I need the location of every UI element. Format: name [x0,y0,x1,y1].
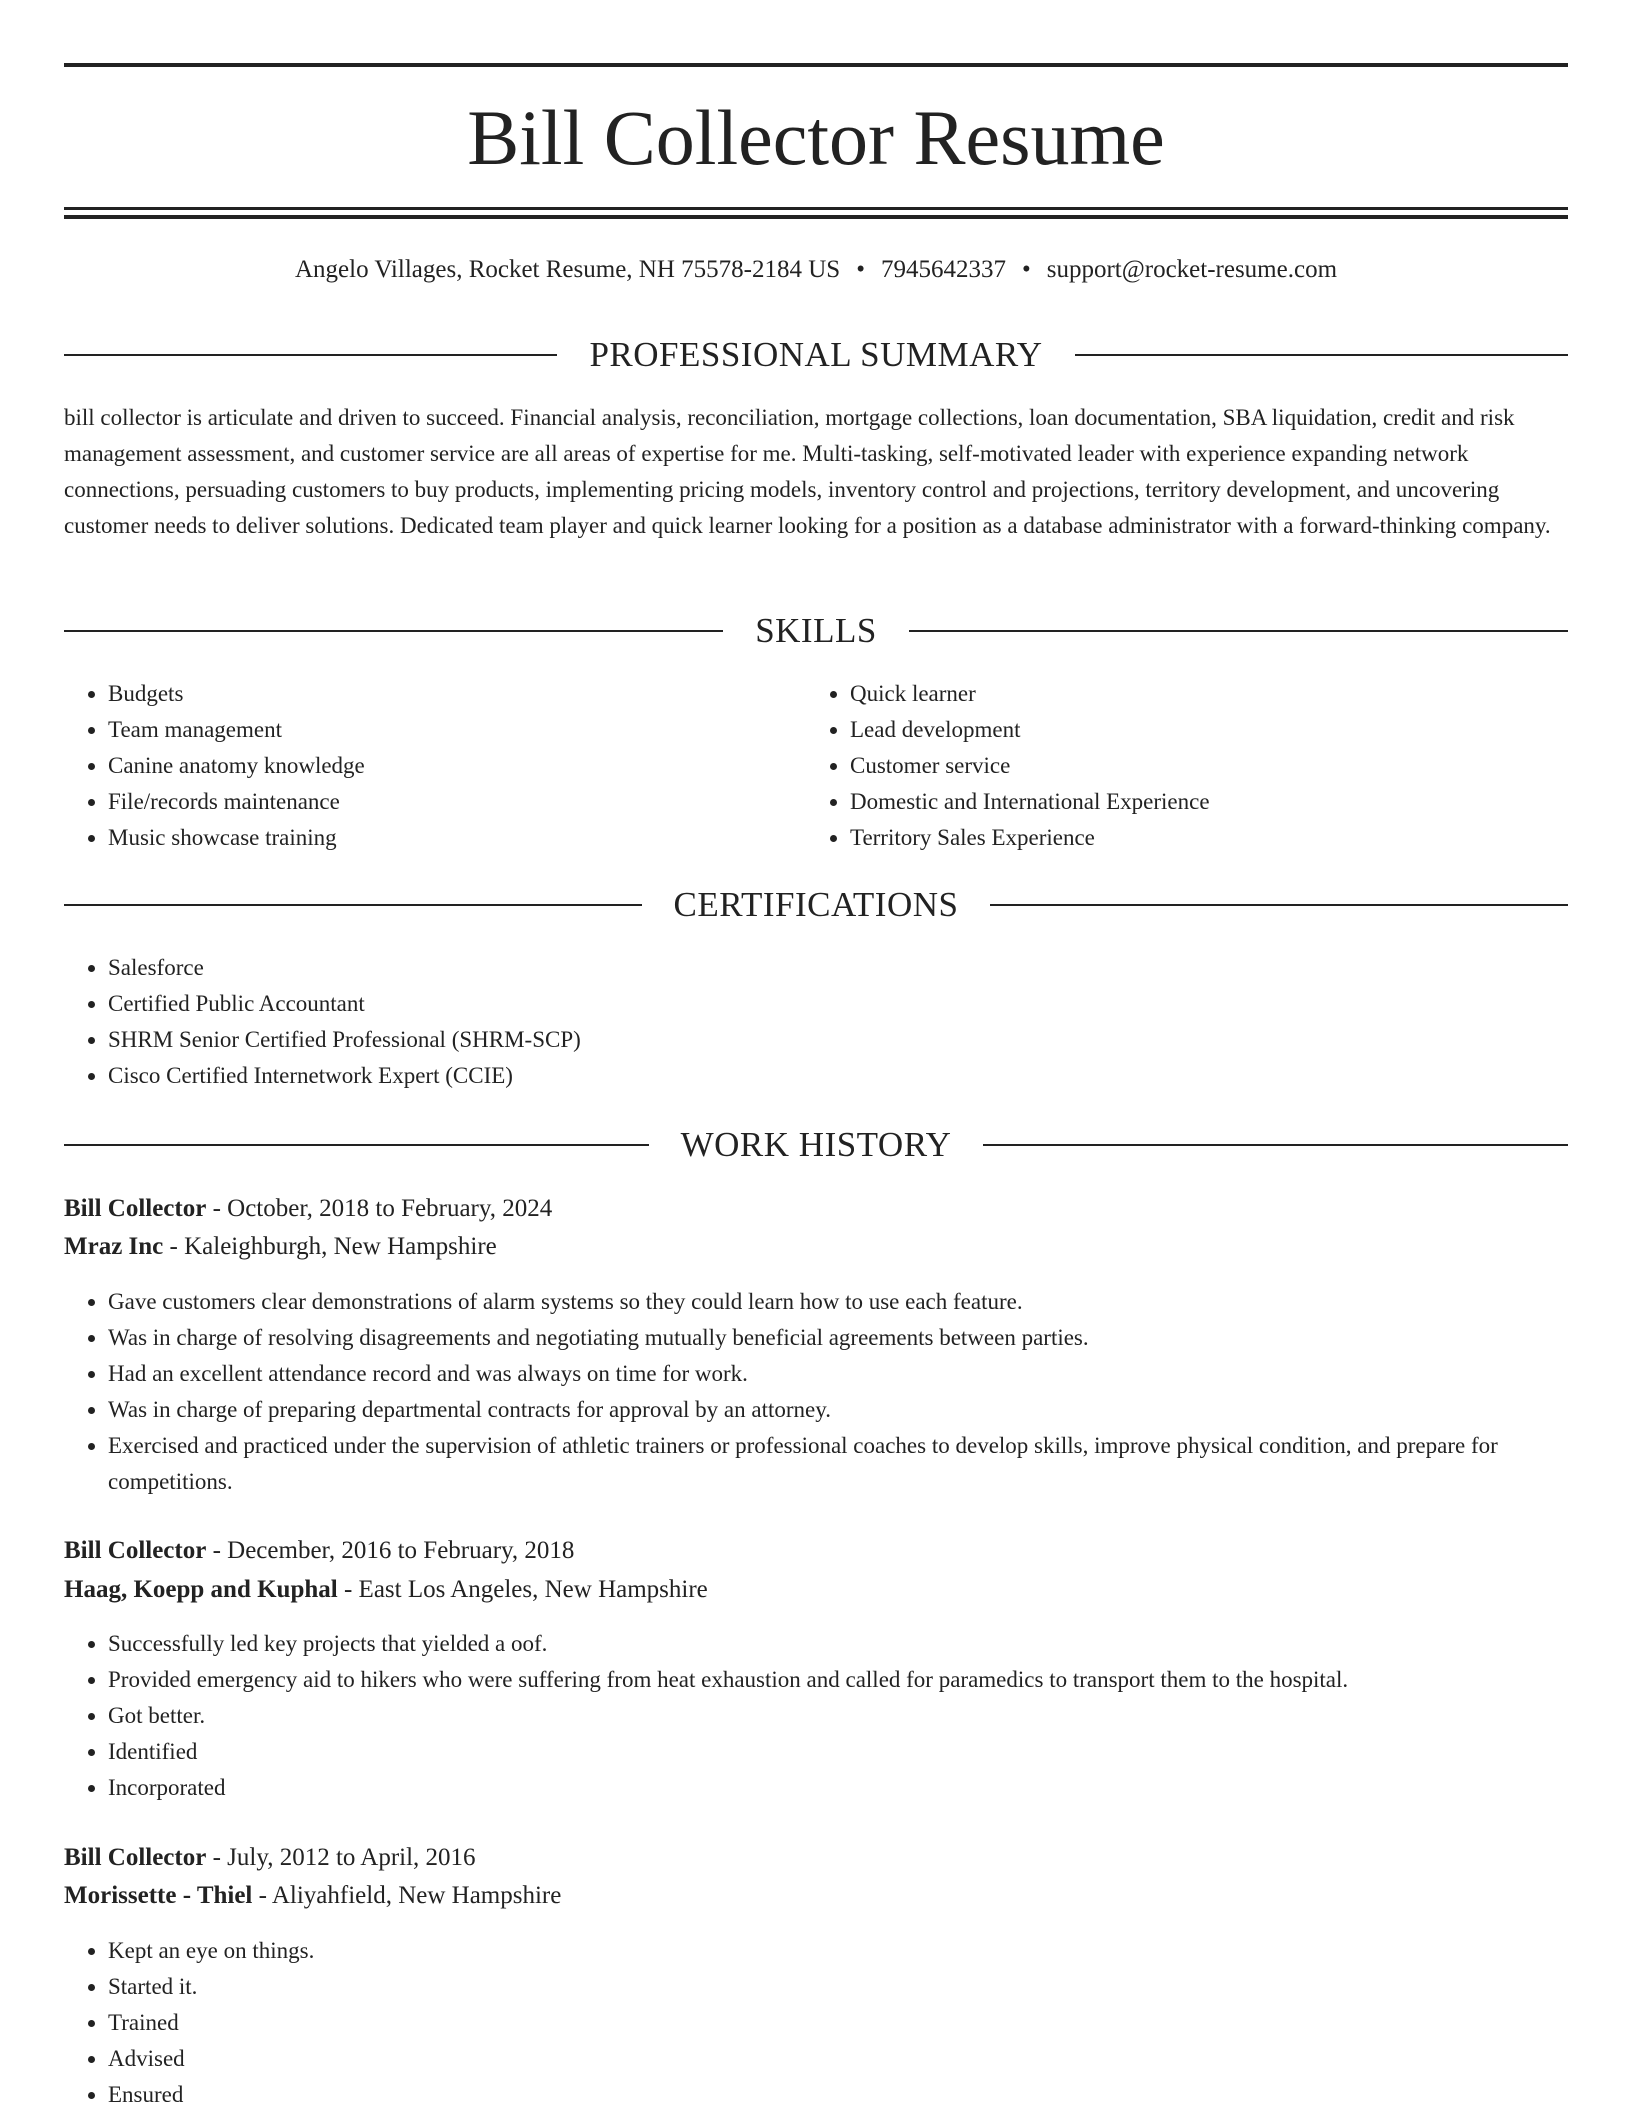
skill-item: • Canine anatomy knowledge [108,748,808,784]
resume-page [64,0,1568,2112]
skill-item: • File/records maintenance [108,784,808,820]
skill-item: • Domestic and International Experience [850,784,1550,820]
contact-separator: • [856,256,865,283]
job-title: Bill Collector [64,1195,207,1222]
job-location: - East Los Angeles, New Hampshire [337,1576,708,1603]
contact-email: support@rocket-resume.com [1046,256,1338,283]
heading-rule-left [64,354,557,356]
job-company: Morissette - Thiel [64,1882,253,1909]
job-duty-item: • Kept an eye on things. [108,1933,1568,1969]
job-duty-item: • Was in charge of resolving disagreements and negotiating mutually beneficial agreements between parties. [108,1320,1568,1356]
contact-address: Angelo Villages, Rocket Resume, NH 75578-2184 US [294,256,841,283]
title-underline-upper [64,207,1568,210]
certifications-list [64,950,1568,1094]
contact-line [64,252,1568,288]
job-duty-item: • Started it. [108,1969,1568,2005]
job-location: - Aliyahfield, New Hampshire [252,1882,562,1909]
certification-item: • Salesforce [108,950,1568,986]
job-title-line [64,1190,1568,1228]
job-duty-item: • Successfully led key projects that yielded a oof. [108,1626,1568,1662]
heading-rule-right [909,630,1568,632]
title-underline-lower [64,215,1568,219]
job-duty-item: • Provided emergency aid to hikers who were suffering from heat exhaustion and called for paramedics to transport them to the hospital. [108,1662,1568,1698]
heading-rule-left [64,630,723,632]
skill-item: • Territory Sales Experience [850,820,1550,856]
job-title-line [64,1532,1568,1570]
certifications-heading [64,883,1568,927]
skill-item: • Lead development [850,712,1550,748]
certification-item: • Certified Public Accountant [108,986,1568,1022]
job-duty-item: • Had an excellent attendance record and was always on time for work. [108,1356,1568,1392]
heading-rule-right [1075,354,1568,356]
contact-phone: 7945642337 [880,256,1006,283]
skill-item: • Team management [108,712,808,748]
certification-item: • Cisco Certified Internetwork Expert (CCIE) [108,1058,1568,1094]
job-duty-item: • Gave customers clear demonstrations of alarm systems so they could learn how to use each feature. [108,1284,1568,1320]
heading-rule-left [64,1144,649,1146]
job-dates: - October, 2018 to February, 2024 [206,1195,553,1222]
summary-heading [64,333,1568,377]
job-duty-item: • Got better. [108,1698,1568,1734]
summary-heading-label: PROFESSIONAL SUMMARY [589,335,1043,374]
job-duty-item: • Identified [108,1734,1568,1770]
job-duty-item: • Exercised and practiced under the supervision of athletic trainers or professional coaches to develop skills, improve physical condition, and prepare for competitions. [108,1428,1568,1500]
job-title-line [64,1839,1568,1877]
skill-item: • Customer service [850,748,1550,784]
work-history-heading [64,1123,1568,1167]
job-company-line [64,1877,1568,1915]
job-duty-item: • Trained [108,2005,1568,2041]
job-dates: - July, 2012 to April, 2016 [206,1844,476,1871]
job-company: Mraz Inc [64,1233,164,1260]
skills-list-right [806,676,1550,856]
job-company-line [64,1228,1568,1266]
job-duties-list [64,1626,1568,1806]
heading-rule-left [64,904,642,906]
certification-item: • SHRM Senior Certified Professional (SHRM-SCP) [108,1022,1568,1058]
job-duty-item: • Advised [108,2041,1568,2077]
skill-item: • Budgets [108,676,808,712]
summary-text: bill collector is articulate and driven to succeed. Financial analysis, reconciliation, mortgage collections, loan documentation, SBA liquidation, credit and risk management assessment, and customer service are all areas of expertise for me. Multi-tasking, self-motivated leader with experience expanding network connections, persuading customers to buy products, implementing pricing models, inventory control and projections, territory development, and uncovering customer needs to deliver solutions. Dedicated team player and quick learner looking for a position as a database administrator with a forward-thinking company. [64,405,1551,538]
heading-rule-right [990,904,1568,906]
skills-list-left [64,676,808,856]
skills-heading-label: SKILLS [755,611,877,650]
heading-rule-right [983,1144,1568,1146]
job-location: - Kaleighburgh, New Hampshire [163,1233,497,1260]
certifications-heading-label: CERTIFICATIONS [673,885,959,924]
job-duty-item: • Was in charge of preparing departmental contracts for approval by an attorney. [108,1392,1568,1428]
job-duties-list [64,1933,1568,2113]
skill-item: • Quick learner [850,676,1550,712]
top-rule [64,63,1568,67]
job-dates: - December, 2016 to February, 2018 [206,1537,575,1564]
job-duty-item: • Incorporated [108,1770,1568,1806]
work-history-heading-label: WORK HISTORY [680,1125,952,1164]
job-title: Bill Collector [64,1537,207,1564]
resume-title: Bill Collector Resume [467,94,1165,181]
skill-item: • Music showcase training [108,820,808,856]
skills-heading [64,609,1568,653]
job-company: Haag, Koepp and Kuphal [64,1576,338,1603]
job-title: Bill Collector [64,1844,207,1871]
job-company-line [64,1571,1568,1609]
job-duties-list [64,1284,1568,1500]
job-duty-item: • Ensured [108,2077,1568,2113]
contact-separator: • [1021,256,1031,283]
